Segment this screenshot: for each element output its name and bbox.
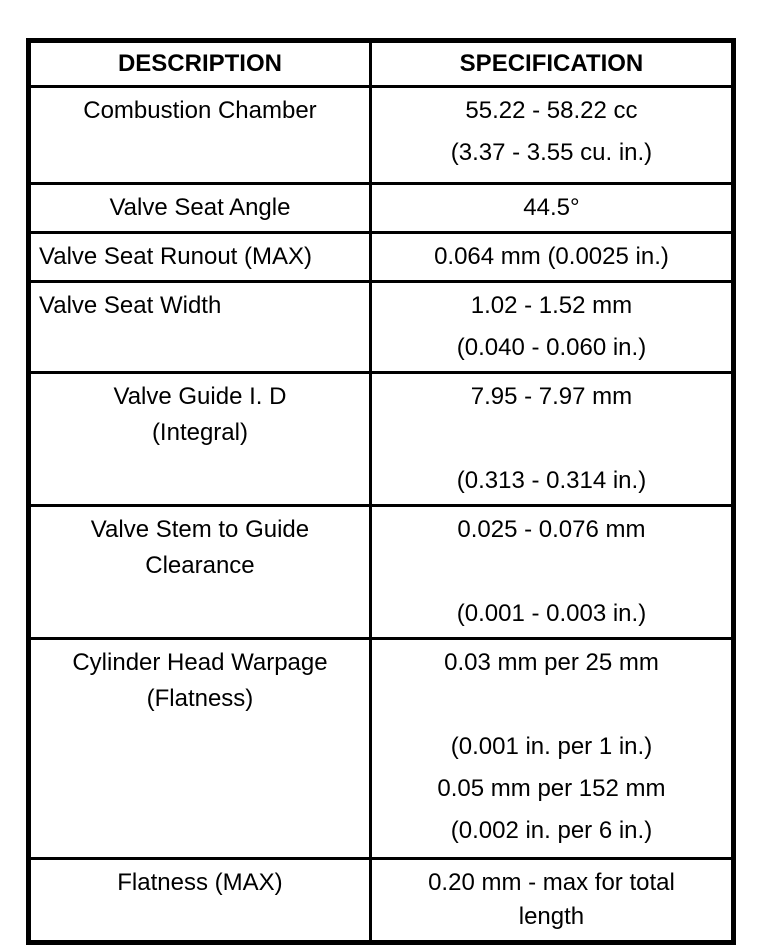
- table-row-combustion-chamber: [29, 87, 734, 184]
- cell-line: 0.03 mm per 25 mm: [444, 649, 659, 676]
- description-cell: [29, 233, 371, 282]
- cell-line: (Integral): [151, 419, 248, 446]
- description-cell: [29, 506, 371, 639]
- cell-line: [380, 555, 723, 589]
- specification-cell: [370, 184, 733, 233]
- cell-line: Valve Seat Runout (MAX): [39, 243, 313, 270]
- cell-line: 0.20 mm - max for total length: [428, 869, 675, 930]
- cell-line: Combustion Chamber: [83, 97, 317, 124]
- specification-cell: [370, 87, 733, 184]
- header-row: [29, 41, 734, 87]
- cell-line: Valve Seat Width: [39, 292, 222, 319]
- table-row-valve-seat-angle: [29, 184, 734, 233]
- table-row-valve-guide-id: [29, 373, 734, 506]
- table-row-valve-seat-runout: [29, 233, 734, 282]
- cell-line: 0.05 mm per 152 mm: [437, 775, 666, 802]
- specification-cell: [370, 506, 733, 639]
- description-cell: [29, 184, 371, 233]
- cell-line: (0.002 in. per 6 in.): [450, 817, 653, 844]
- cell-line: Clearance: [145, 552, 255, 579]
- cell-line: (0.313 - 0.314 in.): [456, 467, 647, 494]
- description-cell: [29, 639, 371, 859]
- cell-line: (0.001 - 0.003 in.): [456, 600, 647, 627]
- cell-line: (3.37 - 3.55 cu. in.): [450, 139, 653, 166]
- cell-line: (Flatness): [146, 685, 254, 712]
- table-row-valve-stem-clearance: [29, 506, 734, 639]
- cell-line: (0.001 in. per 1 in.): [450, 733, 653, 760]
- specification-cell: [370, 282, 733, 373]
- cell-line: Valve Stem to Guide: [90, 516, 310, 543]
- cell-line: [380, 688, 723, 722]
- cell-line: Valve Guide I. D: [113, 383, 287, 410]
- cell-line: 1.02 - 1.52 mm: [470, 292, 633, 319]
- table-row-flatness-max: [29, 859, 734, 943]
- description-cell: [29, 859, 371, 943]
- table-row-cylinder-head-warpage: [29, 639, 734, 859]
- specification-cell: [370, 639, 733, 859]
- cell-line: Flatness (MAX): [117, 869, 283, 896]
- cell-line: 0.064 mm (0.0025 in.): [434, 243, 669, 270]
- cell-line: 7.95 - 7.97 mm: [470, 383, 633, 410]
- specification-cell: [370, 373, 733, 506]
- cell-line: Valve Seat Angle: [109, 194, 291, 221]
- specification-cell: [370, 859, 733, 943]
- spec-table: [26, 38, 736, 945]
- cell-line: (0.040 - 0.060 in.): [456, 334, 647, 361]
- table-row-valve-seat-width: [29, 282, 734, 373]
- cell-line: 55.22 - 58.22 cc: [465, 97, 638, 124]
- description-cell: [29, 373, 371, 506]
- column-header-specification: SPECIFICATION: [370, 41, 733, 87]
- cell-line: Cylinder Head Warpage: [72, 649, 328, 676]
- description-cell: [29, 87, 371, 184]
- cell-line: [380, 422, 723, 456]
- description-cell: [29, 282, 371, 373]
- cell-line: 44.5°: [523, 194, 580, 221]
- cell-line: 0.025 - 0.076 mm: [457, 516, 646, 543]
- specification-cell: [370, 233, 733, 282]
- column-header-description: DESCRIPTION: [29, 41, 371, 87]
